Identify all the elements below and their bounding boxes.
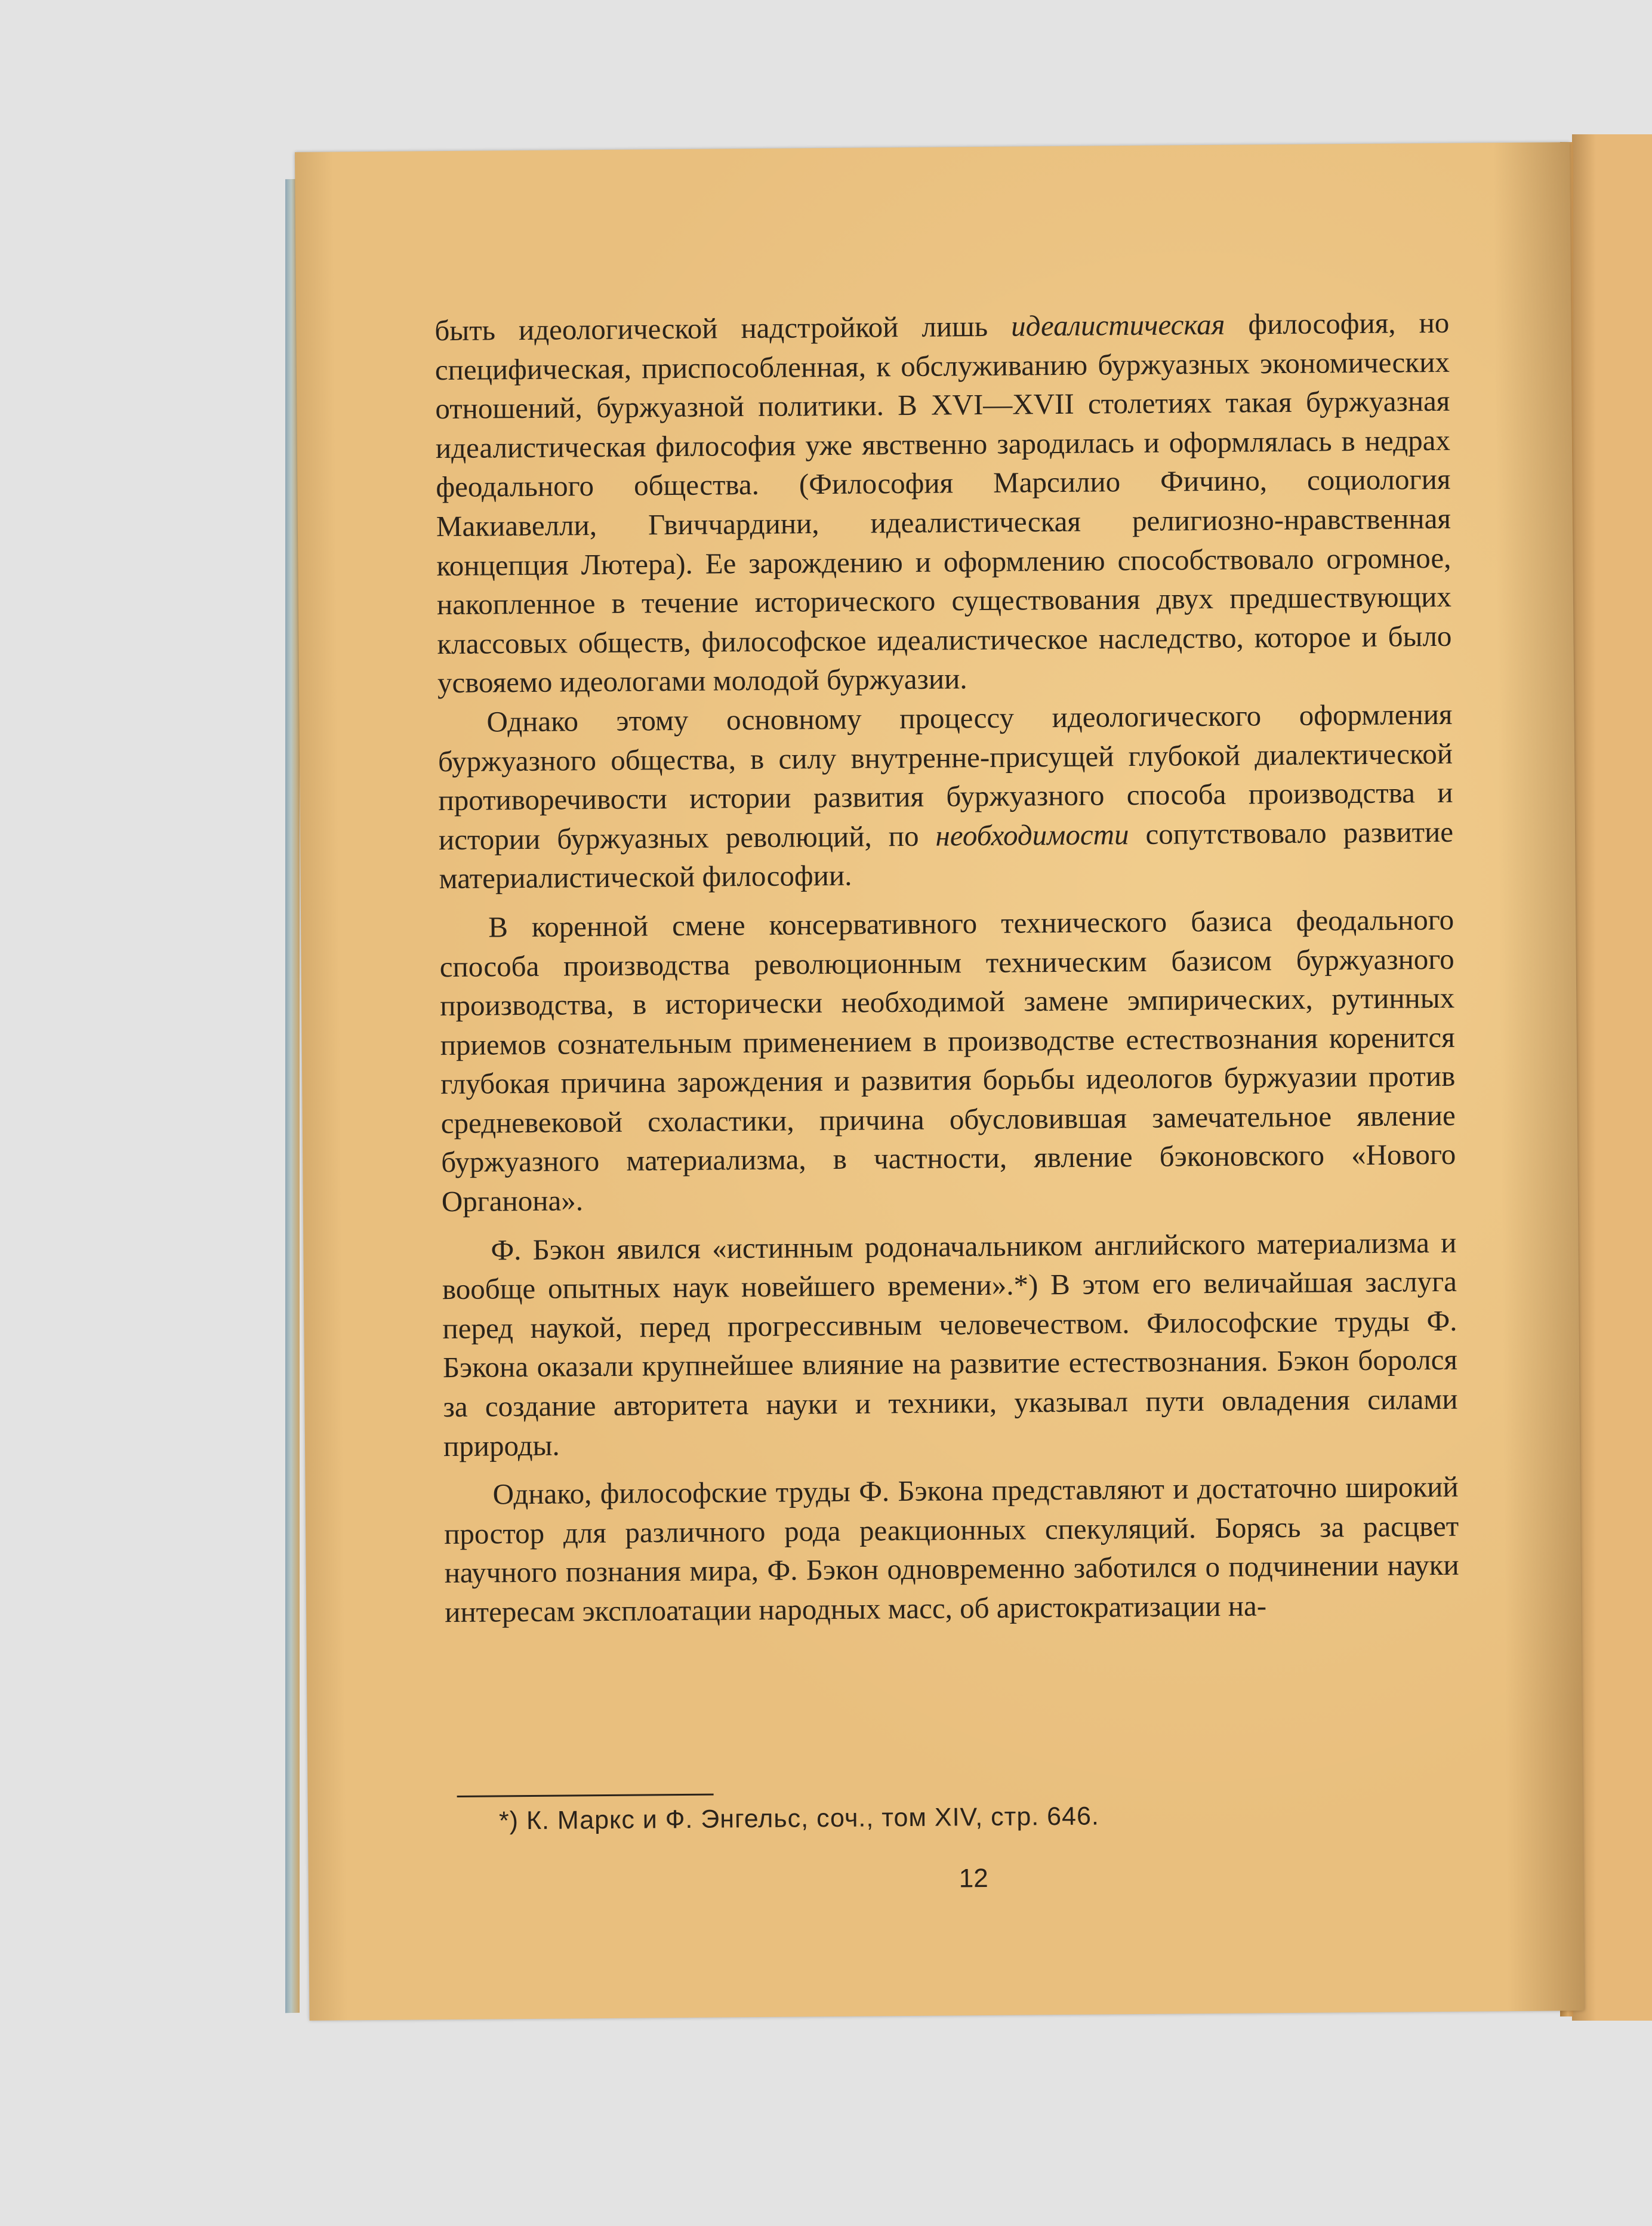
paragraph-5: Однако, философские труды Ф. Бэкона представляют и достаточно широкий простор для различного рода реакционных спекуляций. Борясь за расцвет научного познания мира, Ф. Бэкон одновременно заботился о подчинении науки интересам эксплоатации народных масс, об аристократизации на-	[443, 1470, 1459, 1629]
paragraph-2-italic: необходимости	[935, 817, 1129, 852]
footnote: *) К. Маркс и Ф. Энгельс, соч., том XIV, стр. 646.	[498, 1802, 1100, 1836]
paragraph-4: Ф. Бэкон явился «истинным родоначальником английского материализма и вообще опытных наук новейшего времени».*) В этом его величайшая заслуга перед наукой, перед прогрессивным человечеством. Философские труды Ф. Бэкона оказали крупнейшее влияние на развитие естествознания. Бэкон боролся за создание авторитета науки и техники, указывал пути овладения силами природы.	[442, 1226, 1458, 1463]
facing-page-edge	[1572, 134, 1652, 2021]
paragraph-2-text-a: Однако этому основному процессу идеологического оформления буржуазного общества, в силу внутренне-присущей глубокой диалектической противоречивости истории развития буржуазного способа производства и истории буржуазных революций, по	[437, 697, 1453, 856]
paragraph-1-text-b: философия, но специфическая, приспособленная, к обслуживанию буржуазных экономических отношений, буржуазной политики. В XVI—XVII столетиях такая буржуазная идеалистическая философия уже явственно зародилась и оформлялась в недрах феодального общества. (Философия Марсилио Фичино, социология Макиавелли, Гвиччардини, идеалистическая религиозно-нравственная концепция Лютера). Ее зарождению и оформлению способствовало огромное, накопленное в течение исторического существования двух предшествующих классовых обществ, философское идеалистическое наследство, которое и было усвояемо идеологами молодой буржуазии.	[434, 306, 1452, 700]
page-number: 12	[958, 1863, 988, 1894]
paragraph-3: В коренной смене консервативного технического базиса феодального способа производства революционным техническим базисом буржуазного производства, в исторически необходимой замене эмпирических, рутинных приемов сознательным применением в производстве естествознания коренится глубокая причина зарождения и развития борьбы идеологов буржуазии против средневековой схоластики, причина обусловившая замечательное явление буржуазного материализма, в частности, явление бэконовского «Нового Органона».	[439, 903, 1456, 1218]
paragraph-1-text-a: быть идеологической надстройкой лишь	[434, 309, 1012, 347]
body-text	[434, 303, 1459, 1632]
paragraph-1	[434, 303, 1452, 703]
footnote-divider	[457, 1794, 714, 1797]
paragraph-2-text-b: сопутствовало развитие материалистической философии.	[439, 815, 1454, 895]
paragraph-2	[437, 695, 1454, 898]
paragraph-1-italic: идеалистическая	[1010, 307, 1225, 343]
book-page	[295, 142, 1585, 2021]
